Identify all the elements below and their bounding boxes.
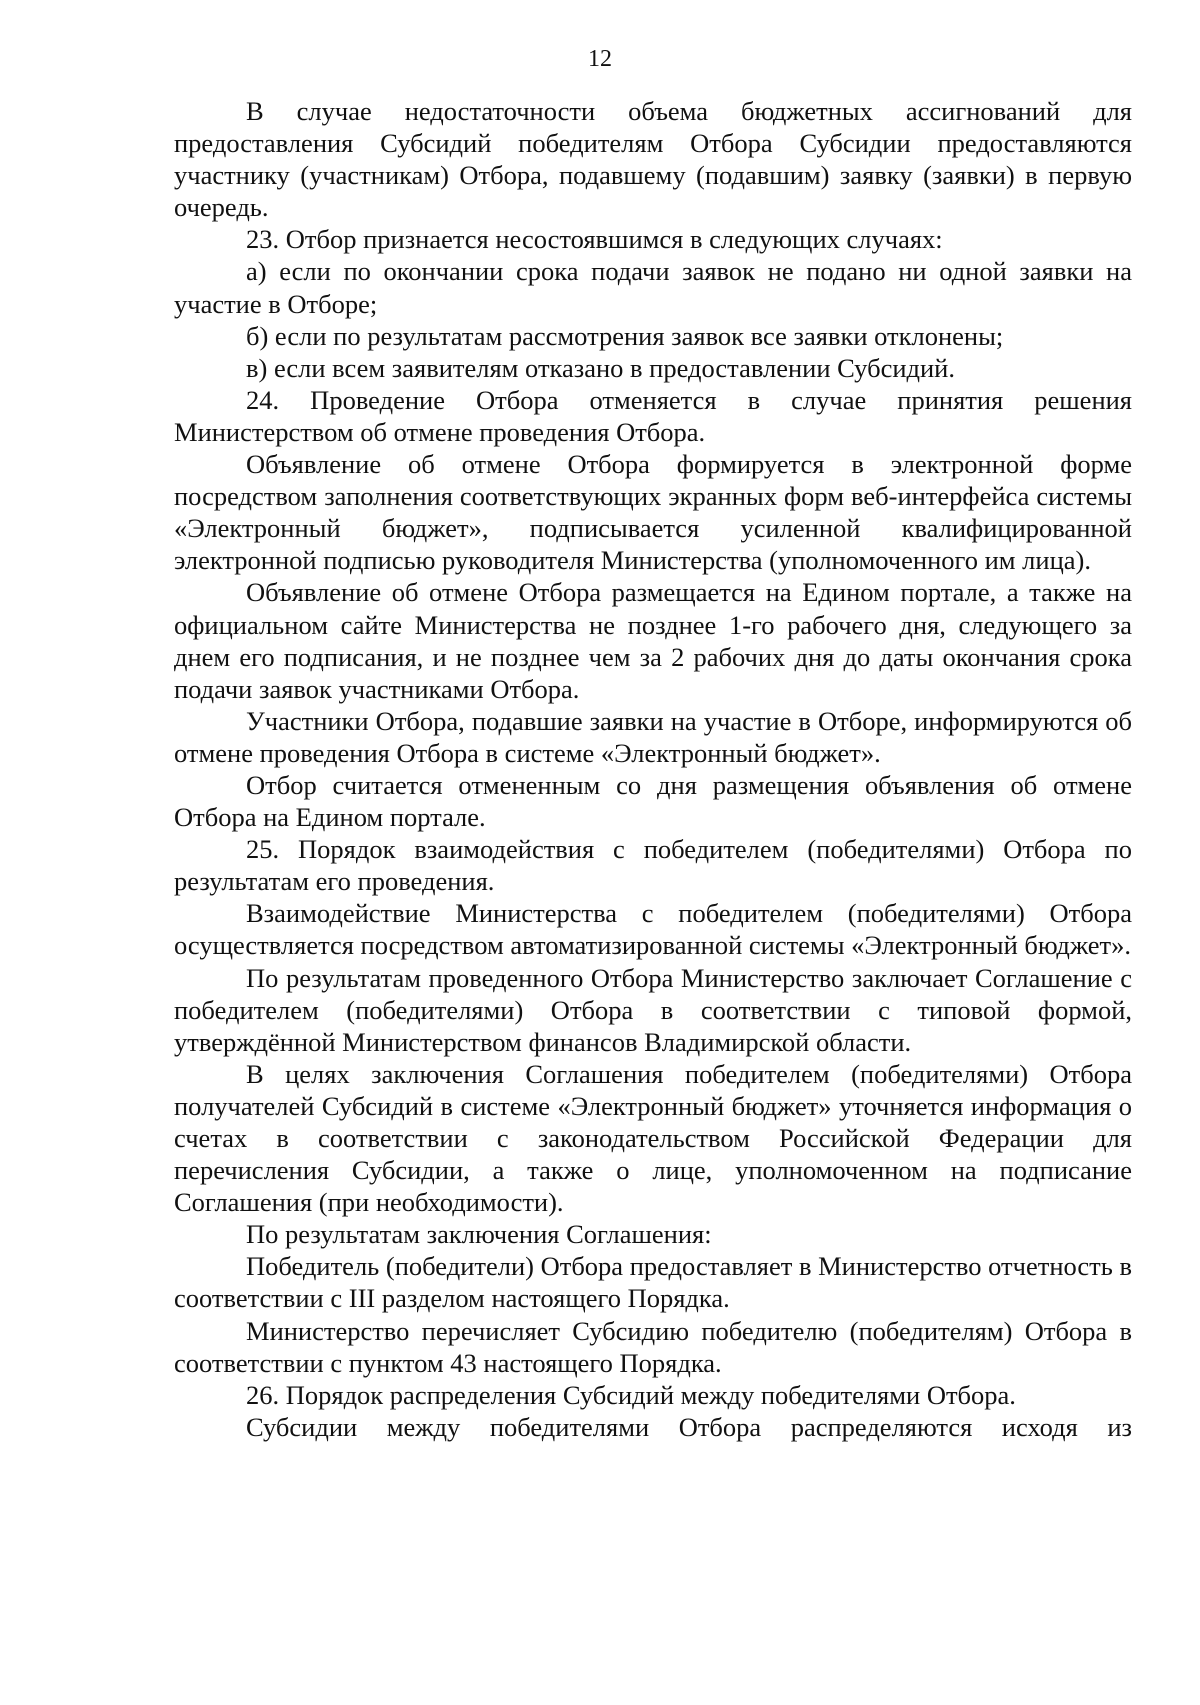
paragraph: в) если всем заявителям отказано в предоставлении Субсидий. <box>246 352 955 383</box>
paragraph: 26. Порядок распределения Субсидий между победителями Отбора. <box>246 1379 1016 1410</box>
paragraph: Министерство перечисляет Субсидию победителю (победителям) Отбора в соответствии с пунктом 43 настоящего Порядка. <box>174 1315 1132 1378</box>
paragraph: В случае недостаточности объема бюджетных ассигнований для предоставления Субсидий победителям Отбора Субсидии предоставляются участнику (участникам) Отбора, подавшему (подавшим) заявку (заявки) в первую очередь. <box>174 96 1132 223</box>
paragraph: Объявление об отмене Отбора размещается на Едином портале, а также на официальном сайте Министерства не позднее 1-го рабочего дня, следующего за днем его подписания, и не позднее чем за 2 рабочих дня до даты окончания срока подачи заявок участниками Отбора. <box>174 577 1132 704</box>
paragraph: 24. Проведение Отбора отменяется в случае принятия решения Министерством об отмене проведения Отбора. <box>174 384 1132 447</box>
paragraph: Победитель (победители) Отбора предоставляет в Министерство отчетность в соответствии с III разделом настоящего Порядка. <box>174 1251 1132 1314</box>
paragraph: 23. Отбор признается несостоявшимся в следующих случаях: <box>246 224 943 255</box>
paragraph: По результатам проведенного Отбора Министерство заключает Соглашение с победителем (победителями) Отбора в соответствии с типовой формой, утверждённой Министерством финансов Владимирской области. <box>174 962 1132 1057</box>
paragraph: Взаимодействие Министерства с победителем (победителями) Отбора осуществляется посредством автоматизированной системы «Электронный бюджет». <box>174 898 1132 961</box>
page-number: 12 <box>588 46 612 72</box>
paragraph: Отбор считается отмененным со дня размещения объявления об отмене Отбора на Едином портале. <box>174 769 1132 833</box>
paragraph: б) если по результатам рассмотрения заявок все заявки отклонены; <box>246 320 1004 351</box>
paragraph: 25. Порядок взаимодействия с победителем (победителями) Отбора по результатам его проведения. <box>174 834 1132 897</box>
paragraph: Субсидии между победителями Отбора распределяются исходя из <box>246 1411 1132 1442</box>
paragraph: Объявление об отмене Отбора формируется в электронной форме посредством заполнения соответствующих экранных форм веб-интерфейса системы «Электронный бюджет», подписывается усиленной квалифицированной электронной подписью руководителя Министерства (уполномоченного им лица). <box>174 449 1132 576</box>
document-body <box>174 95 1132 1443</box>
paragraph: По результатам заключения Соглашения: <box>246 1219 712 1250</box>
paragraph: В целях заключения Соглашения победителем (победителями) Отбора получателей Субсидий в системе «Электронный бюджет» уточняется информация о счетах в соответствии с законодательством Российской Федерации для перечисления Субсидии, а также о лице, уполномоченном на подписание Соглашения (при необходимости). <box>174 1058 1132 1218</box>
paragraph: а) если по окончании срока подачи заявок не подано ни одной заявки на участие в Отборе; <box>174 256 1132 319</box>
paragraph: Участники Отбора, подавшие заявки на участие в Отборе, информируются об отмене проведения Отбора в системе «Электронный бюджет». <box>174 705 1132 768</box>
